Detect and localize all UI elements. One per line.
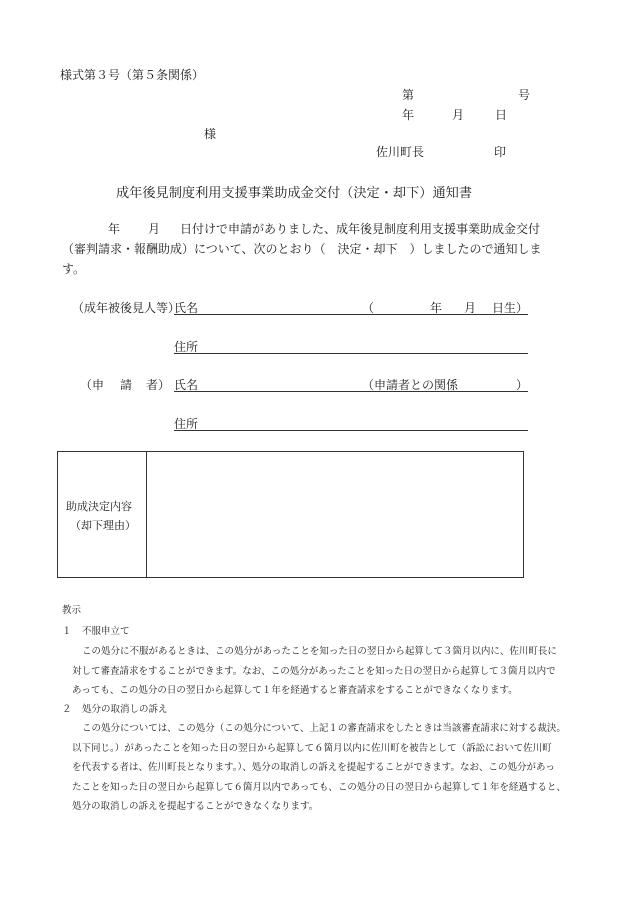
body-line-3: す。 xyxy=(62,262,86,276)
applicant-label-open: （申 xyxy=(80,378,105,392)
ward-birth-day: 日生） xyxy=(492,301,529,315)
applicant-address-underline xyxy=(174,430,528,431)
notice-item1-line: あっても、この処分の日の翌日から起算して１年を経過すると審査請求をすることができなくなります。 xyxy=(72,685,518,696)
decision-label-line-1: 助成決定内容 xyxy=(66,500,132,513)
body-year: 年 xyxy=(108,222,121,236)
body-line-2: （審判請求・報酬助成）について、次のとおり（ 決定・却下 ）しましたので通知しま xyxy=(62,242,542,256)
notice-item2-line: この処分については、この処分（この処分について、上記１の審査請求をしたときは当該審査請求に対する裁決。 xyxy=(82,723,566,734)
ward-name-label: 氏名 xyxy=(174,301,199,315)
doc-number-prefix: 第 xyxy=(402,88,415,102)
notice-item2-number: ２ xyxy=(62,704,72,715)
decision-content-area[interactable] xyxy=(148,453,522,576)
form-number: 様式第３号（第５条関係） xyxy=(60,68,205,82)
ward-label: （成年被後見人等） xyxy=(72,301,181,315)
notice-item1-number: １ xyxy=(62,626,72,637)
ward-address-label: 住所 xyxy=(174,340,199,354)
applicant-name-label: 氏名 xyxy=(174,378,199,392)
notice-item2-line: を代表する者は、佐川町長となります。）、処分の取消しの訴えを提起することができます。なお、この処分があっ xyxy=(72,762,555,773)
seal-mark: 印 xyxy=(494,145,507,159)
body-month: 月 xyxy=(148,222,161,236)
addressee-suffix: 様 xyxy=(204,127,217,141)
issuer: 佐川町長 xyxy=(376,145,425,159)
applicant-name-underline xyxy=(174,391,528,392)
date-day: 日 xyxy=(495,108,508,122)
notice-item2-line: たことを知った日の翌日から起算して６箇月以内であっても、この処分の日の翌日から起算して１年を経過すると、 xyxy=(72,782,566,793)
notice-item2-line: 処分の取消しの訴えを提起することができなくなります。 xyxy=(72,801,319,812)
notice-item1-line: 対して審査請求をすることができます。なお、この処分があったことを知った日の翌日から起算して３箇月以内で xyxy=(72,666,556,677)
applicant-label-mid: 請 xyxy=(120,378,133,392)
ward-address-underline xyxy=(174,353,528,354)
notice-item1-title: 不服申立て xyxy=(82,626,130,637)
notice-item1-line: この処分に不服があるときは、この処分があったことを知った日の翌日から起算して３箇月以内に、佐川町長に xyxy=(82,646,557,657)
decision-box-divider xyxy=(146,451,147,578)
doc-number-suffix: 号 xyxy=(518,88,531,102)
applicant-address-label: 住所 xyxy=(174,417,199,431)
ward-birth-year: 年 xyxy=(430,301,443,315)
applicant-relation-close: ） xyxy=(516,378,529,392)
ward-birth-month: 月 xyxy=(464,301,477,315)
applicant-label-close: 者） xyxy=(146,378,171,392)
date-year: 年 xyxy=(402,108,415,122)
notice-item2-line: 以下同じ。）があったことを知った日の翌日から起算して６箇月以内に佐川町を被告として（訴訟において佐川町 xyxy=(72,743,552,754)
decision-label-line-2: （却下理由） xyxy=(70,519,136,532)
notice-heading: 教示 xyxy=(62,605,82,616)
document-title: 成年後見制度利用支援事業助成金交付（決定・却下）通知書 xyxy=(116,186,473,201)
ward-name-underline xyxy=(174,314,528,315)
ward-birth-open: （ xyxy=(362,301,375,315)
applicant-relation-label: （申請者との関係 xyxy=(362,378,459,392)
body-line-1: 日付けで申請がありました、成年後見制度利用支援事業助成金交付 xyxy=(180,222,541,236)
date-month: 月 xyxy=(452,108,465,122)
notice-item2-title: 処分の取消しの訴え xyxy=(82,704,168,715)
